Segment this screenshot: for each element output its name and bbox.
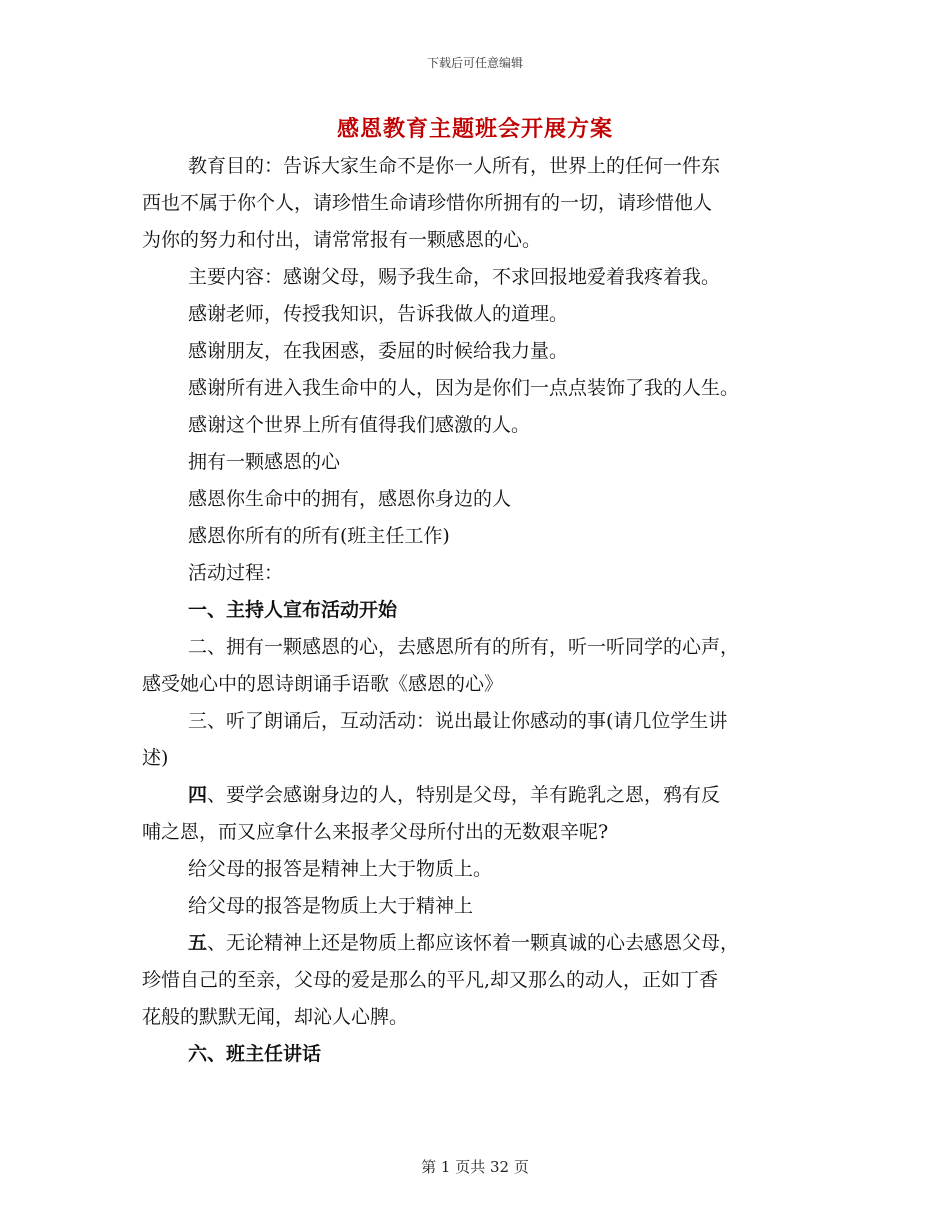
paragraph-text: 、要学会感谢身边的人，特别是父母，羊有跪乳之恩，鸦有反 — [207, 784, 721, 806]
section-number: 四 — [188, 784, 208, 806]
paragraph-line: 感受她心中的恩诗朗诵手语歌《感恩的心》 — [142, 673, 504, 695]
paragraph-line: 给父母的报答是精神上大于物质上。 — [188, 858, 493, 880]
page-footer: 第 1 页共 32 页 — [421, 1158, 529, 1176]
paragraph-line — [142, 925, 812, 962]
paragraph-line: 为你的努力和付出，请常常报有一颗感恩的心。 — [142, 229, 542, 251]
paragraph-line: 感谢朋友，在我困惑，委屈的时候给我力量。 — [188, 340, 569, 362]
paragraph-line: 给父母的报答是物质上大于精神上 — [188, 895, 474, 917]
paragraph-line: 教育目的：告诉大家生命不是你一人所有，世界上的任何一件东 — [188, 155, 721, 177]
paragraph-line: 西也不属于你个人，请珍惜生命请珍惜你所拥有的一切，请珍惜他人 — [142, 192, 713, 214]
paragraph-line — [142, 777, 812, 814]
page-header: 下载后可任意编辑 — [426, 56, 523, 70]
paragraph-line: 珍惜自己的至亲，父母的爱是那么的平凡,却又那么的动人，正如丁香 — [142, 969, 719, 991]
paragraph-line: 拥有一颗感恩的心 — [188, 451, 341, 473]
paragraph-line: 主要内容：感谢父母，赐予我生命，不求回报地爱着我疼着我。 — [188, 266, 721, 288]
paragraph-line: 活动过程： — [188, 562, 284, 584]
document-body — [142, 148, 812, 1073]
paragraph-line: 感谢所有进入我生命中的人，因为是你们一点点装饰了我的人生。 — [188, 377, 740, 399]
paragraph-line: 感谢老师，传授我知识，告诉我做人的道理。 — [188, 303, 569, 325]
paragraph-text: 、无论精神上还是物质上都应该怀着一颗真诚的心去感恩父母， — [207, 932, 740, 954]
paragraph-line: 感恩你生命中的拥有，感恩你身边的人 — [188, 488, 512, 510]
paragraph-line: 二、拥有一颗感恩的心，去感恩所有的所有，听一听同学的心声， — [188, 636, 740, 658]
section-heading: 一、主持人宣布活动开始 — [188, 599, 398, 621]
paragraph-line: 感谢这个世界上所有值得我们感激的人。 — [188, 414, 531, 436]
paragraph-line: 三、听了朗诵后，互动活动：说出最让你感动的事(请几位学生讲 — [188, 710, 728, 732]
section-heading: 六、班主任讲话 — [188, 1043, 322, 1065]
paragraph-line: 花般的默默无闻，却沁人心脾。 — [142, 1006, 409, 1028]
paragraph-line: 感恩你所有的所有(班主任工作) — [188, 525, 450, 547]
paragraph-line: 述) — [142, 747, 169, 769]
document-title: 感恩教育主题班会开展方案 — [336, 116, 613, 142]
section-number: 五 — [188, 932, 208, 954]
paragraph-line: 哺之恩，而又应拿什么来报孝父母所付出的无数艰辛呢? — [142, 821, 609, 843]
